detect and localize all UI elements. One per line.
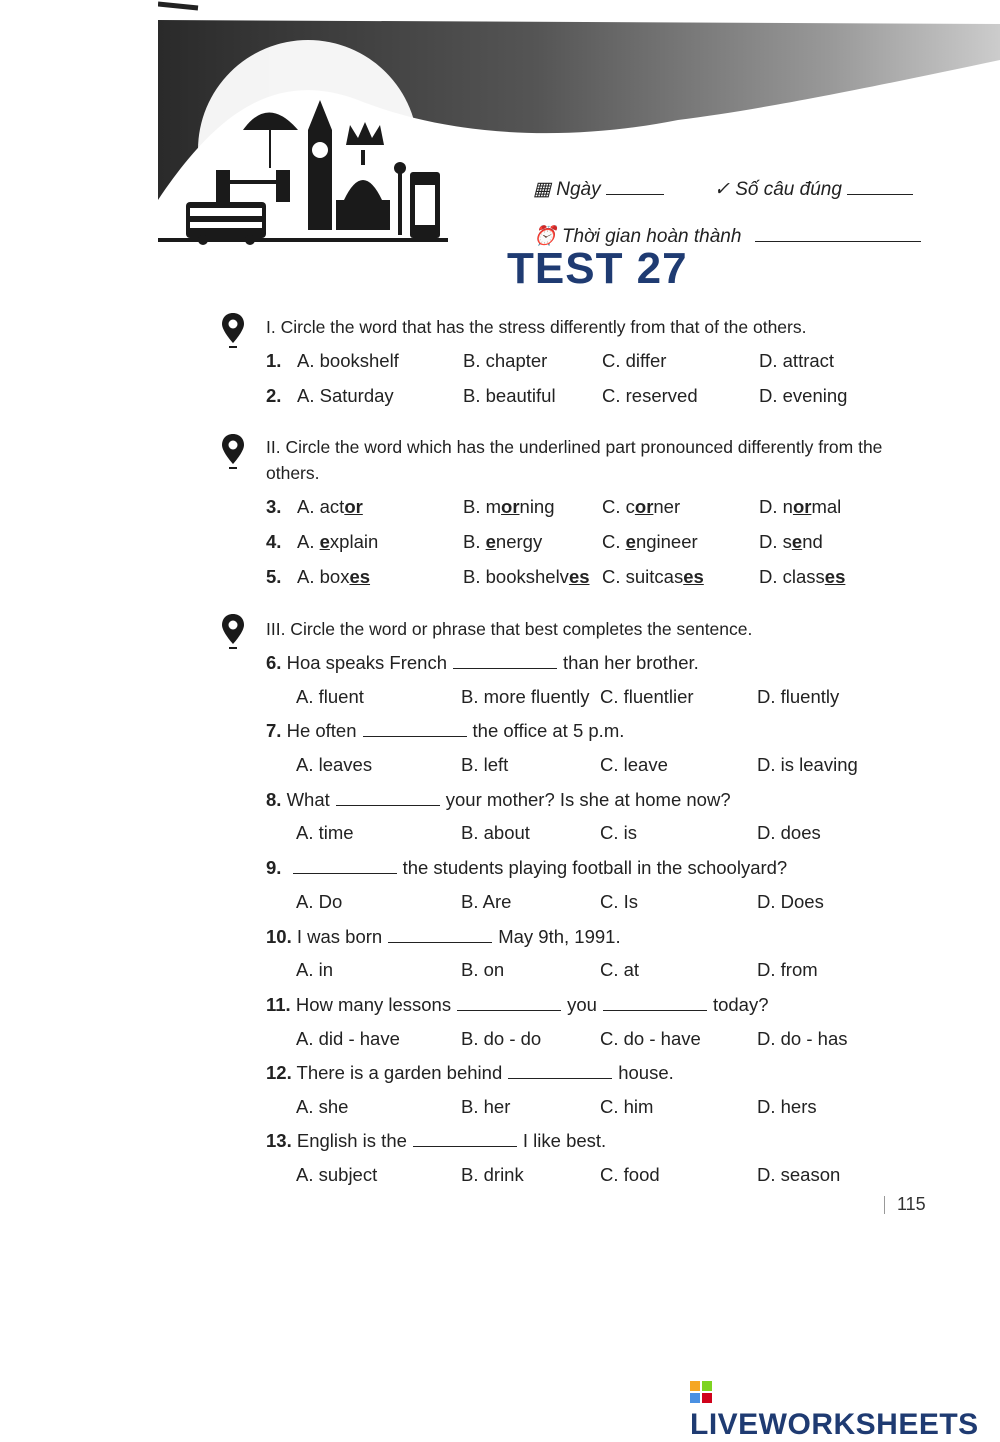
option-a[interactable]: A. bookshelf xyxy=(297,350,399,371)
brand-text: LIVEWORKSHEETS xyxy=(690,1408,979,1441)
option-c[interactable] xyxy=(602,496,680,518)
option-c[interactable]: C. do - have xyxy=(600,1028,701,1049)
option-a[interactable]: A. in xyxy=(296,959,334,980)
date-label: Ngày xyxy=(556,179,601,200)
liveworksheets-logo xyxy=(690,1374,1000,1442)
correct-count-label: Số câu đúng xyxy=(735,179,842,200)
option-c[interactable] xyxy=(602,531,698,553)
question-8 xyxy=(266,789,731,811)
option-c[interactable]: C. food xyxy=(600,1164,660,1185)
question-number: 8. xyxy=(266,789,282,810)
underlined-part: e xyxy=(791,531,803,552)
section-2-instruction: II. Circle the word which has the underlined part pronounced differently from the others. xyxy=(266,437,883,483)
question-number: 11. xyxy=(266,994,291,1015)
option-text: D. n xyxy=(759,496,793,517)
option-d[interactable]: D. evening xyxy=(759,385,848,406)
option-a[interactable]: A. fluent xyxy=(296,686,364,707)
option-a[interactable]: A. Saturday xyxy=(297,385,394,406)
option-d[interactable]: D. Does xyxy=(757,891,824,912)
option-text: B. bookshelv xyxy=(463,566,569,587)
question-text: English is the xyxy=(296,1130,407,1151)
location-pin-icon xyxy=(222,313,244,349)
answer-blank[interactable] xyxy=(413,1145,517,1147)
option-c[interactable]: C. him xyxy=(600,1096,654,1117)
underlined-part: es xyxy=(683,566,704,587)
option-c[interactable]: C. leave xyxy=(600,754,668,775)
underlined-part: e xyxy=(485,531,496,552)
question-number: 9. xyxy=(266,857,282,878)
option-a[interactable]: A. leaves xyxy=(296,754,373,775)
question-text: the students playing football in the schoolyard? xyxy=(402,857,788,878)
option-text: D. s xyxy=(759,531,792,552)
option-text: C. xyxy=(602,531,626,552)
question-text: than her brother. xyxy=(563,652,699,673)
calendar-icon: ▦ xyxy=(533,179,551,200)
option-d[interactable]: D. does xyxy=(757,822,821,843)
correct-count-field xyxy=(714,178,913,201)
option-d[interactable]: D. fluently xyxy=(757,686,840,707)
answer-blank[interactable] xyxy=(293,872,397,874)
test-title: TEST 27 xyxy=(507,244,688,293)
question-number: 10. xyxy=(266,926,292,947)
question-13 xyxy=(266,1130,606,1152)
option-c[interactable]: C. is xyxy=(600,822,637,843)
option-c[interactable]: C. fluentlier xyxy=(600,686,694,707)
option-text: A. xyxy=(297,531,320,552)
answer-blank[interactable] xyxy=(453,667,557,669)
option-text: mal xyxy=(811,496,842,517)
option-b[interactable]: B. about xyxy=(461,822,530,843)
option-a[interactable]: A. Do xyxy=(296,891,343,912)
underlined-part: e xyxy=(625,531,636,552)
question-number: 6. xyxy=(266,652,282,673)
option-a[interactable] xyxy=(297,531,378,553)
completion-time-blank[interactable] xyxy=(755,240,921,242)
clock-icon: ⏰ xyxy=(533,226,557,247)
underlined-part: or xyxy=(634,496,654,517)
underlined-part: or xyxy=(792,496,812,517)
option-d[interactable]: D. do - has xyxy=(757,1028,848,1049)
underlined-part: es xyxy=(824,566,846,587)
location-pin-icon xyxy=(222,614,244,650)
option-c[interactable] xyxy=(602,566,704,588)
answer-blank[interactable] xyxy=(457,1009,561,1011)
option-d[interactable] xyxy=(759,566,845,588)
option-b[interactable]: B. Are xyxy=(461,891,512,912)
question-text: What xyxy=(286,789,330,810)
question-text: your mother? Is she at home now? xyxy=(445,789,731,810)
option-b[interactable]: B. left xyxy=(461,754,509,775)
correct-count-blank[interactable] xyxy=(847,193,913,195)
option-d[interactable] xyxy=(759,531,823,553)
option-text: D. class xyxy=(759,566,825,587)
option-b[interactable]: B. drink xyxy=(461,1164,524,1185)
option-text: nd xyxy=(802,531,823,552)
section-1-instruction: I. Circle the word that has the stress differently from that of the others. xyxy=(266,317,807,337)
underlined-part: or xyxy=(344,496,363,517)
option-text: nergy xyxy=(495,531,543,552)
question-11 xyxy=(266,994,768,1016)
option-d[interactable]: D. attract xyxy=(759,350,835,371)
option-b[interactable] xyxy=(463,531,542,553)
option-d[interactable]: D. from xyxy=(757,959,818,980)
answer-blank[interactable] xyxy=(336,804,440,806)
option-text: ngineer xyxy=(635,531,698,552)
question-number: 13. xyxy=(266,1130,292,1151)
answer-blank[interactable] xyxy=(603,1009,707,1011)
page-number xyxy=(884,1194,926,1215)
question-text: the office at 5 p.m. xyxy=(472,720,625,741)
option-c[interactable]: C. at xyxy=(600,959,640,980)
date-blank[interactable] xyxy=(606,193,664,195)
question-12 xyxy=(266,1062,674,1084)
option-c[interactable]: C. Is xyxy=(600,891,639,912)
question-text: Hoa speaks French xyxy=(286,652,447,673)
underlined-part: es xyxy=(568,566,590,587)
question-text: How many lessons xyxy=(295,994,452,1015)
option-c[interactable]: C. reserved xyxy=(602,385,698,406)
question-text: today? xyxy=(712,994,769,1015)
option-b[interactable]: B. chapter xyxy=(463,350,548,371)
question-number: 5. xyxy=(266,566,282,587)
question-number: 3. xyxy=(266,496,282,517)
option-b[interactable]: B. more fluently xyxy=(461,686,590,707)
question-text: He often xyxy=(286,720,357,741)
option-text: A. box xyxy=(297,566,350,587)
option-d[interactable]: D. is leaving xyxy=(757,754,858,775)
option-d[interactable]: D. season xyxy=(757,1164,841,1185)
option-text: B. m xyxy=(463,496,502,517)
question-number: 4. xyxy=(266,531,282,552)
question-number: 1. xyxy=(266,350,282,371)
option-text: B. xyxy=(463,531,486,552)
question-7 xyxy=(266,720,624,742)
option-text: A. act xyxy=(297,496,345,517)
question-text: I was born xyxy=(296,926,383,947)
option-text: C. suitcas xyxy=(602,566,684,587)
underlined-part: or xyxy=(501,496,520,517)
option-a[interactable]: A. she xyxy=(296,1096,349,1117)
option-b[interactable] xyxy=(463,566,590,588)
question-text: I like best. xyxy=(522,1130,607,1151)
header-banner-illustration xyxy=(158,0,1000,250)
underlined-part: e xyxy=(319,531,330,552)
answer-blank[interactable] xyxy=(388,941,492,943)
location-pin-icon xyxy=(222,434,244,470)
option-a[interactable]: A. time xyxy=(296,822,354,843)
check-icon: ✓ xyxy=(714,179,730,200)
option-b[interactable]: B. beautiful xyxy=(463,385,556,406)
question-number: 7. xyxy=(266,720,282,741)
answer-blank[interactable] xyxy=(508,1077,612,1079)
liveworksheets-icon xyxy=(690,1381,712,1403)
date-field xyxy=(533,178,664,201)
option-c[interactable]: C. differ xyxy=(602,350,667,371)
option-text: ner xyxy=(653,496,681,517)
option-text: ning xyxy=(519,496,555,517)
option-a[interactable]: A. subject xyxy=(296,1164,378,1185)
option-d[interactable] xyxy=(759,496,841,518)
question-text: There is a garden behind xyxy=(296,1062,503,1083)
completion-time-label: Thời gian hoàn thành xyxy=(561,226,742,247)
question-text: house. xyxy=(618,1062,674,1083)
option-b[interactable]: B. on xyxy=(461,959,505,980)
option-text: C. c xyxy=(602,496,635,517)
question-6 xyxy=(266,652,699,674)
option-d[interactable]: D. hers xyxy=(757,1096,817,1117)
question-10 xyxy=(266,926,621,948)
option-a[interactable]: A. did - have xyxy=(296,1028,400,1049)
question-9 xyxy=(266,857,787,879)
question-number: 12. xyxy=(266,1062,292,1083)
question-number: 2. xyxy=(266,385,282,406)
question-text: May 9th, 1991. xyxy=(498,926,621,947)
option-a[interactable] xyxy=(297,496,363,518)
answer-blank[interactable] xyxy=(363,735,467,737)
question-text: you xyxy=(567,994,597,1015)
option-text: xplain xyxy=(329,531,379,552)
option-a[interactable] xyxy=(297,566,370,588)
underlined-part: es xyxy=(349,566,371,587)
option-b[interactable]: B. do - do xyxy=(461,1028,542,1049)
section-3-instruction: III. Circle the word or phrase that best completes the sentence. xyxy=(266,619,753,639)
option-b[interactable]: B. her xyxy=(461,1096,511,1117)
option-b[interactable] xyxy=(463,496,555,518)
page-number-text: 115 xyxy=(897,1194,926,1214)
